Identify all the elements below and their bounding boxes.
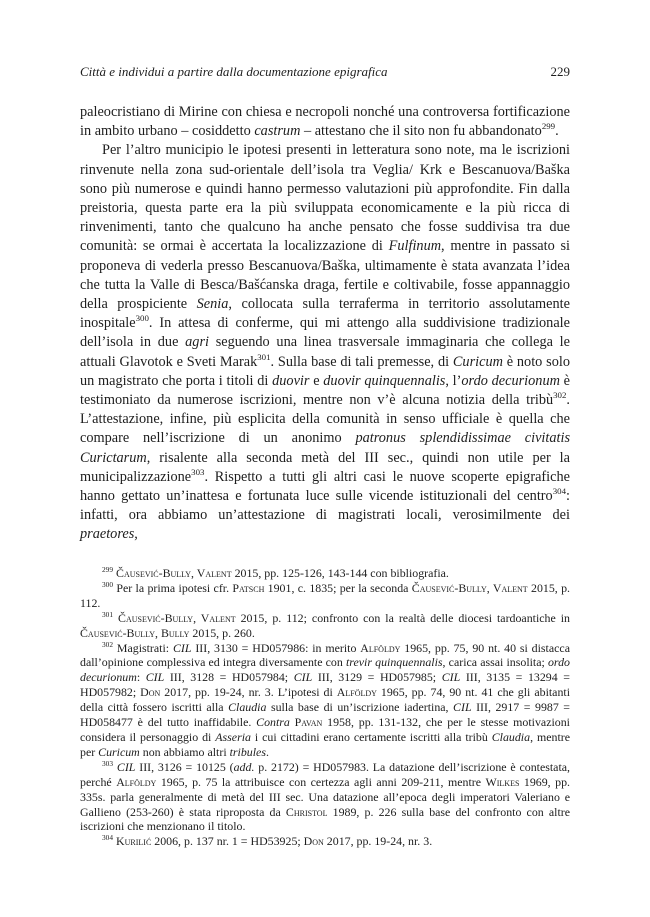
italic-term: agri <box>185 334 209 351</box>
text-run: 1969, pp. 335s. parla generalmente di metà del III sec. Una datazione all’epoca degli imperatori Valeriano e Gallieno (253-260) è stata riproposta da <box>80 774 571 819</box>
paragraph-continuation <box>80 103 570 141</box>
footnote-ref: 304 <box>552 486 567 497</box>
text-run: 1965, pp. 74, 90 nt. 41 che gli abitanti della città fossero iscritti alla <box>80 685 571 715</box>
italic-term: add. <box>233 759 255 774</box>
text-run: . Sulla base di tali premesse, di <box>270 353 453 370</box>
text-run: . Rispetto a tutti gli altri casi le nuove scoperte epigrafiche hanno gettato un’inattesa e fortunata luce sulle vicende istituzionali del centro <box>80 468 570 505</box>
italic-term: Curicum <box>98 744 140 759</box>
text-run: p. 2172) = HD057983. La datazione dell’iscrizione è contestata, perché <box>80 759 570 789</box>
text-run: 1989, p. 226 sulla base del confronto con altre iscrizioni che menzionano il titolo. <box>80 804 570 834</box>
footnote-301 <box>80 611 570 641</box>
footnote-299 <box>80 566 570 581</box>
text-run: , collocata sulla terraferma in territorio assolutamente inospitale <box>80 296 570 332</box>
text-run: , risalente alla seconda metà del III sec., quindi non utile per la municipalizzazione <box>80 449 570 485</box>
author-name: Alföldy <box>116 774 157 789</box>
footnote-300 <box>80 581 570 611</box>
italic-term: CIL <box>172 640 192 655</box>
footnotes <box>80 566 570 849</box>
author-name: Čausević-Bully, Bully <box>80 625 190 640</box>
text-run: 1965, pp. 75, 90 nt. 40 si distacca dall’opinione complessiva ed integra diversamente con <box>80 640 570 670</box>
italic-term: duovir <box>272 372 310 389</box>
author-name: Kurilić <box>116 834 152 849</box>
text-run: 2006, p. 137 nr. 1 = HD53925; <box>151 834 304 849</box>
text-run: III, 3126 = 10125 ( <box>135 759 234 774</box>
author-name: Alföldy <box>360 640 401 655</box>
text-run: non abbiamo altri <box>139 744 230 759</box>
author-name: Don <box>140 685 161 700</box>
footnote-number: 299 <box>102 565 114 575</box>
author-name: Pavan <box>294 715 323 730</box>
text-run: III, 2917 = 9987 = HD058477 è del tutto inaffidabile. <box>80 700 571 730</box>
italic-term: CIL <box>145 670 165 685</box>
italic-term: duovir quinquennalis <box>323 372 446 389</box>
italic-term: CIL <box>116 759 136 774</box>
author-name: Patsch <box>232 580 265 595</box>
author-name: Wilkes <box>485 774 520 789</box>
text-run: . L’attestazione, infine, più esplicita della comunità in senso ufficiale è quella che compare nell’iscrizione di un anonimo <box>80 392 570 447</box>
italic-term: patronus splendidissimae civitatis Curictarum <box>80 430 571 466</box>
text-run: III, 3128 = HD057984; <box>164 670 294 685</box>
italic-term: Senia <box>196 296 229 313</box>
text-run: Per l’altro municipio le ipotesi presenti in letteratura sono note, ma le iscrizioni rinvenute nella zona sud-orientale dell’isola tra Veglia/ Krk e Bescanuova/Baška sono più numerose e quindi hanno permesso valutazioni più approfondite. Fin dalla preistoria, questa parte era la più sviluppata economicamente e la più ricca di rinvenimenti, tanto che qualcuno ha anche pensato che fosse suddivisa tra due comunità: se ormai è accertata la localizzazione di <box>80 142 570 255</box>
italic-term: CIL <box>453 700 472 715</box>
text-run: 2017, pp. 19-24, nr. 3. <box>323 834 433 849</box>
footnote-304 <box>80 834 570 849</box>
text-run: 2015, p. 260. <box>189 625 255 640</box>
italic-term: CIL <box>441 670 461 685</box>
text-run: Per la prima ipotesi cfr. <box>116 580 233 595</box>
italic-term: castrum <box>254 123 301 140</box>
text-run: . <box>265 744 269 759</box>
italic-term: Fulfinum <box>388 238 442 255</box>
page-number: 229 <box>550 64 570 79</box>
footnote-number: 302 <box>102 639 114 649</box>
text-run: è noto solo un magistrato che porta i titoli di <box>80 353 570 389</box>
text-run: , mentre per <box>80 729 570 759</box>
text-run: 2017, pp. 19-24, nr. 3. L’ipotesi di <box>160 685 337 700</box>
text-run: . <box>555 123 559 140</box>
footnote-303 <box>80 760 570 835</box>
text-run: 1965, p. 75 la attribuisce con certezza agli anni 209-211, mentre <box>156 774 486 789</box>
text-run: 1958, pp. 131-132, che per le stesse motivazioni considera il personaggio di <box>80 715 570 744</box>
text-run: 1901, c. 1835; per la seconda <box>264 580 412 595</box>
footnote-ref: 300 <box>135 313 149 324</box>
running-title: Città e individui a partire dalla documentazione epigrafica <box>80 64 388 79</box>
text-run: paleocristiano di Mirine con chiesa e necropoli nonché una controversa fortificazione in ambito urbano – cosiddetto <box>80 104 570 140</box>
text-run: III, 3129 = HD057985; <box>312 670 442 685</box>
footnote-number: 303 <box>102 758 114 768</box>
footnote-ref: 303 <box>191 467 205 478</box>
text-run: 2015, p. 112; confronto con la realtà delle diocesi tardoantiche in <box>235 610 570 625</box>
italic-term: tribules <box>229 744 266 759</box>
text-run: 2015, p. 112. <box>80 580 570 610</box>
italic-term: Claudia <box>228 700 267 715</box>
main-text <box>80 103 570 545</box>
text-run: , carica assai insolita; <box>442 655 548 670</box>
italic-term: trevir quinquennalis <box>346 655 443 670</box>
author-name: Christol <box>285 804 328 819</box>
footnote-number: 300 <box>102 579 114 589</box>
text-run: sulla base di un’iscrizione iadertina, <box>266 700 454 715</box>
author-name: Alföldy <box>336 685 377 700</box>
footnote-302 <box>80 641 570 760</box>
author-name: Čausević-Bully, Valent <box>116 566 232 580</box>
text-run: , <box>134 526 138 543</box>
text-run: . In attesa di conferme, qui mi attengo alla suddivisione tradizionale dell’isola in due <box>80 315 570 351</box>
text-run: : infatti, ora abbiamo un’attestazione di magistrati locali, verosimilmente dei <box>80 488 570 524</box>
text-run: , mentre in passato si proponeva di vederla presso Bescanuova/Baška, ultimamente è stata avanzata l’idea che tutta la Valle di Besca/Bašćanska draga, fertile e coltivabile, fosse appannaggio della prospiciente <box>80 238 570 313</box>
italic-term: Curicum <box>452 353 503 370</box>
paragraph <box>80 141 570 544</box>
italic-term: ordo decurionum <box>461 372 560 389</box>
italic-term: Contra <box>256 715 290 730</box>
text-run: è testimoniato da numerose iscrizioni, mentre non v’è alcuna notizia della tribù <box>80 372 571 409</box>
italic-term: Asseria <box>215 729 251 744</box>
author-name: Čausević-Bully, Valent <box>411 580 528 595</box>
footnote-ref: 299 <box>541 121 556 132</box>
footnote-ref: 302 <box>553 390 567 401</box>
text-run: III, 3135 = 13294 = HD057982; <box>80 670 570 700</box>
author-name: Don <box>303 834 324 849</box>
italic-term: CIL <box>293 670 313 685</box>
text-run: – attestano che il sito non fu abbandonato <box>300 123 542 140</box>
footnote-number: 304 <box>102 833 114 843</box>
text-run: e <box>309 372 324 389</box>
footnote-number: 301 <box>102 609 114 619</box>
italic-term: ordo decurionum <box>80 655 571 685</box>
author-name: Čausević-Bully, Valent <box>118 610 236 625</box>
text-run: III, 3130 = HD057986: in merito <box>191 640 361 655</box>
text-run: 2015, pp. 125-126, 143-144 con bibliografia. <box>231 566 449 580</box>
footnote-ref: 301 <box>257 351 271 362</box>
running-header <box>80 64 570 84</box>
text-run: , l’ <box>445 372 462 389</box>
italic-term: praetores <box>80 526 135 543</box>
italic-term: Claudia <box>491 729 531 744</box>
text-run: : <box>136 670 146 685</box>
text-run: seguendo una linea trasversale immaginaria che collega le attuali Glavotok e Sveti Marak <box>80 334 570 370</box>
text-run: Magistrati: <box>116 640 173 655</box>
text-run: i cui cittadini erano certamente iscritti alla tribù <box>250 729 492 744</box>
